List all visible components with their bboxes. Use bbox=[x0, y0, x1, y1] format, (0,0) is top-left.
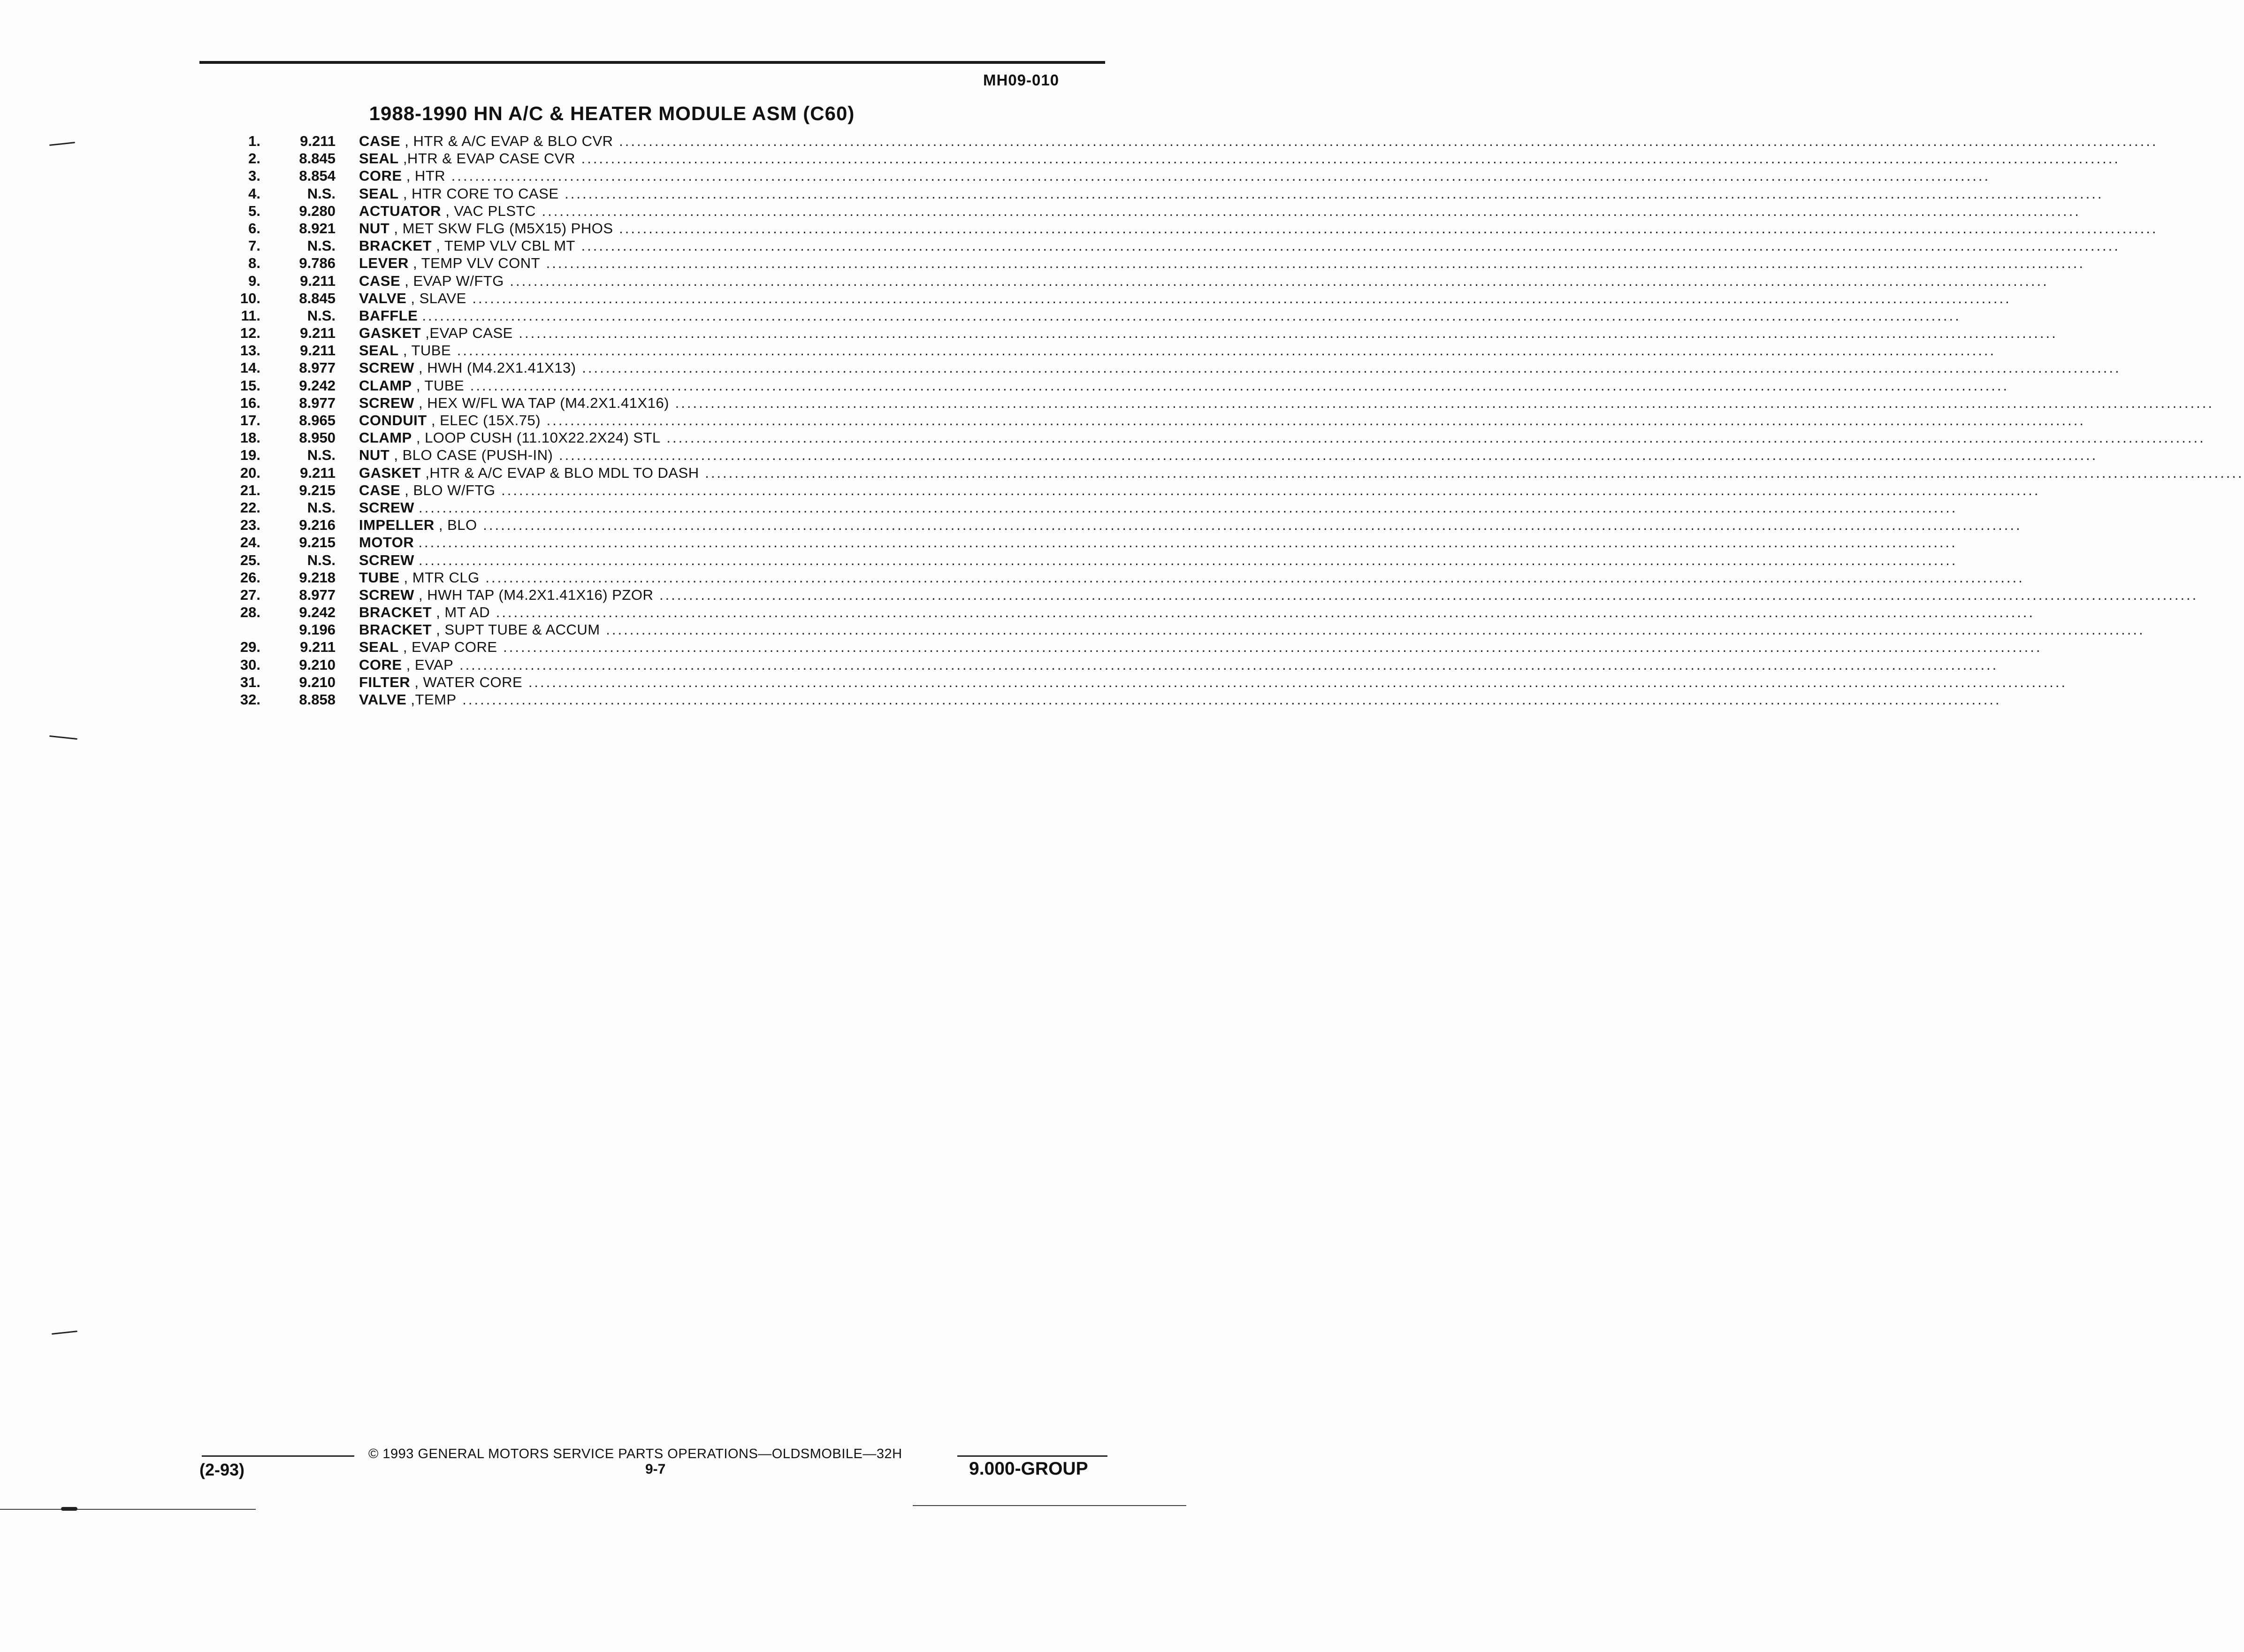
group-label: 9.000-GROUP bbox=[969, 1459, 1088, 1479]
part-name: IMPELLER bbox=[359, 517, 435, 534]
dot-leader: .................................................................................................................................................................................................................................................................... bbox=[504, 272, 2049, 289]
part-name: CASE bbox=[359, 272, 401, 289]
part-description bbox=[359, 464, 2244, 482]
dot-leader: .................................................................................................................................................................................................................................................................... bbox=[613, 220, 2158, 237]
ref-number: 18. bbox=[240, 429, 260, 446]
binder-hole-mark bbox=[49, 735, 77, 740]
part-name: SCREW bbox=[359, 551, 414, 568]
page-id: MH09-010 bbox=[983, 71, 1060, 89]
part-description bbox=[359, 150, 2120, 167]
part-detail: , HWH TAP (M4.2X1.41X16) PZOR bbox=[419, 586, 654, 603]
group-number: 8.977 bbox=[299, 586, 336, 603]
dot-leader: .................................................................................................................................................................................................................................................................... bbox=[540, 255, 2085, 272]
group-number: 9.216 bbox=[299, 517, 336, 534]
part-name: NUT bbox=[359, 220, 390, 237]
ref-number: 16. bbox=[240, 394, 260, 411]
part-description bbox=[359, 202, 2081, 220]
part-name: BRACKET bbox=[359, 621, 432, 638]
parts-list-row bbox=[216, 446, 2098, 464]
page-title: 1988-1990 HN A/C & HEATER MODULE ASM (C60) bbox=[369, 102, 855, 124]
parts-list-row bbox=[216, 272, 2049, 290]
part-detail: , EVAP CORE bbox=[403, 639, 497, 656]
part-name: GASKET bbox=[359, 325, 421, 342]
dot-leader: .................................................................................................................................................................................................................................................................... bbox=[535, 202, 2081, 219]
part-name: SEAL bbox=[359, 150, 399, 167]
group-number: 9.242 bbox=[299, 604, 336, 621]
ref-number: 7. bbox=[248, 237, 260, 254]
group-number: 8.858 bbox=[299, 691, 336, 708]
part-detail: , TUBE bbox=[416, 377, 465, 394]
group-number: 9.211 bbox=[300, 325, 336, 342]
part-description bbox=[359, 394, 2214, 412]
part-description bbox=[359, 499, 1958, 516]
group-number: 8.950 bbox=[299, 429, 336, 446]
part-name: GASKET bbox=[359, 464, 421, 481]
parts-list-row bbox=[216, 167, 1991, 184]
parts-list-row bbox=[216, 569, 2024, 586]
part-detail: , MET SKW FLG (M5X15) PHOS bbox=[394, 220, 613, 237]
ref-number: 28. bbox=[240, 604, 260, 621]
dot-leader: .................................................................................................................................................................................................................................................................... bbox=[653, 586, 2198, 603]
bottom-edge-line bbox=[913, 1505, 1186, 1506]
group-number: 8.845 bbox=[299, 150, 336, 167]
ref-number: 19. bbox=[240, 447, 260, 464]
group-number: 9.211 bbox=[300, 342, 336, 359]
group-number: 9.786 bbox=[299, 255, 336, 272]
dot-leader: .................................................................................................................................................................................................................................................................... bbox=[497, 639, 2042, 656]
parts-list-row bbox=[216, 359, 2121, 376]
ref-number: 26. bbox=[240, 569, 260, 586]
ref-number: 27. bbox=[240, 586, 260, 603]
ref-number: 17. bbox=[240, 412, 260, 428]
dot-leader: .................................................................................................................................................................................................................................................................... bbox=[660, 429, 2206, 446]
ref-number: 9. bbox=[248, 272, 260, 289]
parts-list-row bbox=[216, 621, 2145, 638]
part-description bbox=[359, 167, 1991, 184]
parts-list-row bbox=[216, 673, 2068, 691]
part-detail: ,HTR & EVAP CASE CVR bbox=[403, 150, 575, 167]
bottom-edge-mark bbox=[61, 1507, 77, 1511]
ref-number: 14. bbox=[240, 359, 260, 376]
part-name: SEAL bbox=[359, 342, 399, 359]
dot-leader: .................................................................................................................................................................................................................................................................... bbox=[512, 325, 2058, 342]
part-description bbox=[359, 377, 2009, 394]
part-detail: , ELEC (15X.75) bbox=[431, 412, 541, 428]
group-number: 9.211 bbox=[300, 272, 336, 289]
part-detail: , VAC PLSTC bbox=[445, 202, 536, 219]
part-name: ACTUATOR bbox=[359, 202, 442, 219]
parts-list-row bbox=[216, 290, 2011, 307]
parts-list-row bbox=[216, 516, 2022, 534]
part-description bbox=[359, 656, 1999, 673]
dot-leader: .................................................................................................................................................................................................................................................................... bbox=[669, 394, 2214, 411]
dot-leader: .................................................................................................................................................................................................................................................................... bbox=[419, 499, 1958, 516]
part-description bbox=[359, 446, 2098, 464]
part-detail: , WATER CORE bbox=[414, 673, 523, 690]
group-number: 9.215 bbox=[299, 534, 336, 551]
group-number: 9.210 bbox=[299, 656, 336, 673]
ref-number: 24. bbox=[240, 534, 260, 551]
part-detail: , TUBE bbox=[403, 342, 451, 359]
parts-list-row bbox=[216, 638, 2042, 656]
dot-leader: .................................................................................................................................................................................................................................................................... bbox=[464, 377, 2009, 394]
part-detail: , TEMP VLV CONT bbox=[412, 255, 541, 272]
binder-hole-mark bbox=[49, 142, 75, 146]
part-detail: , MTR CLG bbox=[404, 569, 480, 586]
parts-list-row bbox=[216, 150, 2120, 167]
part-description bbox=[359, 132, 2158, 150]
part-detail: , EVAP bbox=[406, 656, 454, 673]
dot-leader: .................................................................................................................................................................................................................................................................... bbox=[522, 673, 2068, 690]
part-detail: , HEX W/FL WA TAP (M4.2X1.41X16) bbox=[419, 394, 670, 411]
dot-leader: .................................................................................................................................................................................................................................................................... bbox=[558, 185, 2104, 202]
part-description bbox=[359, 516, 2022, 534]
dot-leader: .................................................................................................................................................................................................................................................................... bbox=[445, 168, 1991, 184]
parts-list-row bbox=[216, 482, 2040, 499]
part-description bbox=[359, 220, 2158, 237]
ref-number: 15. bbox=[240, 377, 260, 394]
ref-number: 4. bbox=[248, 185, 260, 202]
part-name: MOTOR bbox=[359, 534, 414, 551]
ref-number: 22. bbox=[240, 499, 260, 516]
dot-leader: .................................................................................................................................................................................................................................................................... bbox=[495, 482, 2040, 498]
part-detail: , HTR CORE TO CASE bbox=[403, 185, 559, 202]
dot-leader: .................................................................................................................................................................................................................................................................... bbox=[613, 133, 2158, 149]
part-description bbox=[359, 691, 2001, 708]
part-description bbox=[359, 429, 2206, 446]
group-number: N.S. bbox=[307, 499, 336, 516]
part-detail: , HTR bbox=[406, 168, 446, 184]
group-number: N.S. bbox=[307, 307, 336, 324]
part-name: CLAMP bbox=[359, 377, 412, 394]
part-description bbox=[359, 638, 2042, 656]
dot-leader: .................................................................................................................................................................................................................................................................... bbox=[553, 447, 2098, 464]
part-name: SCREW bbox=[359, 394, 414, 411]
ref-number: 1. bbox=[248, 133, 260, 149]
dot-leader: .................................................................................................................................................................................................................................................................... bbox=[422, 307, 1961, 324]
header-rule bbox=[199, 61, 1105, 64]
ref-number: 12. bbox=[240, 325, 260, 342]
dot-leader: .................................................................................................................................................................................................................................................................... bbox=[490, 604, 2035, 621]
part-name: CASE bbox=[359, 133, 401, 149]
footer-rule-right bbox=[957, 1455, 1107, 1457]
group-number: 9.211 bbox=[300, 464, 336, 481]
part-detail: ,EVAP CASE bbox=[425, 325, 513, 342]
group-number: 9.196 bbox=[299, 621, 336, 638]
group-number: N.S. bbox=[307, 551, 336, 568]
parts-list-row bbox=[216, 412, 2086, 429]
part-name: CONDUIT bbox=[359, 412, 427, 428]
dot-leader: .................................................................................................................................................................................................................................................................... bbox=[575, 150, 2120, 167]
ref-number: 6. bbox=[248, 220, 260, 237]
parts-list bbox=[216, 132, 2244, 708]
binder-hole-mark bbox=[52, 1331, 77, 1335]
date-code: (2-93) bbox=[199, 1460, 245, 1479]
part-name: VALVE bbox=[359, 691, 407, 708]
parts-list-row bbox=[216, 202, 2081, 220]
group-number: 8.854 bbox=[299, 168, 336, 184]
part-detail: , HTR & A/C EVAP & BLO CVR bbox=[405, 133, 613, 149]
group-number: 9.215 bbox=[299, 482, 336, 498]
part-detail: , SUPT TUBE & ACCUM bbox=[436, 621, 600, 638]
parts-list-row bbox=[216, 237, 2120, 254]
group-number: 8.977 bbox=[299, 359, 336, 376]
part-detail: , MT AD bbox=[436, 604, 490, 621]
group-number: 8.965 bbox=[299, 412, 336, 428]
part-detail: , EVAP W/FTG bbox=[405, 272, 504, 289]
part-description bbox=[359, 673, 2068, 691]
dot-leader: .................................................................................................................................................................................................................................................................... bbox=[479, 569, 2024, 586]
dot-leader: .................................................................................................................................................................................................................................................................... bbox=[541, 412, 2086, 428]
part-name: SEAL bbox=[359, 639, 399, 656]
part-description bbox=[359, 237, 2120, 254]
part-name: CLAMP bbox=[359, 429, 412, 446]
part-detail: , SLAVE bbox=[411, 290, 466, 306]
group-number: 9.218 bbox=[299, 569, 336, 586]
group-number: N.S. bbox=[307, 447, 336, 464]
dot-leader: .................................................................................................................................................................................................................................................................... bbox=[453, 656, 1999, 673]
page-number: 9-7 bbox=[645, 1461, 666, 1477]
part-detail: , HWH (M4.2X1.41X13) bbox=[419, 359, 576, 376]
part-description bbox=[359, 621, 2145, 638]
parts-list-row bbox=[216, 464, 2244, 482]
part-description bbox=[359, 586, 2198, 604]
ref-number: 10. bbox=[240, 290, 260, 306]
group-number: 9.242 bbox=[299, 377, 336, 394]
ref-number: 20. bbox=[240, 464, 260, 481]
parts-list-row bbox=[216, 586, 2198, 604]
part-name: BRACKET bbox=[359, 604, 432, 621]
parts-list-row bbox=[216, 254, 2085, 272]
ref-number: 30. bbox=[240, 656, 260, 673]
dot-leader: .................................................................................................................................................................................................................................................................... bbox=[575, 237, 2120, 254]
dot-leader: .................................................................................................................................................................................................................................................................... bbox=[418, 534, 1957, 551]
parts-list-row bbox=[216, 377, 2009, 394]
dot-leader: .................................................................................................................................................................................................................................................................... bbox=[699, 464, 2244, 481]
ref-number: 21. bbox=[240, 482, 260, 498]
part-description bbox=[359, 307, 1961, 324]
part-description bbox=[359, 482, 2040, 499]
group-number: 8.845 bbox=[299, 290, 336, 306]
parts-list-row bbox=[216, 604, 2035, 621]
bottom-edge-line bbox=[0, 1509, 256, 1510]
group-number: 8.921 bbox=[299, 220, 336, 237]
part-name: SEAL bbox=[359, 185, 399, 202]
parts-list-row bbox=[216, 220, 2158, 237]
ref-number: 23. bbox=[240, 517, 260, 534]
part-name: CASE bbox=[359, 482, 401, 498]
dot-leader: .................................................................................................................................................................................................................................................................... bbox=[419, 551, 1958, 568]
group-number: 9.211 bbox=[300, 133, 336, 149]
parts-list-row bbox=[216, 307, 1961, 324]
group-number: 8.977 bbox=[299, 394, 336, 411]
ref-number: 31. bbox=[240, 673, 260, 690]
dot-leader: .................................................................................................................................................................................................................................................................... bbox=[576, 359, 2121, 376]
group-number: N.S. bbox=[307, 185, 336, 202]
dot-leader: .................................................................................................................................................................................................................................................................... bbox=[477, 517, 2022, 534]
copyright-notice: © 1993 GENERAL MOTORS SERVICE PARTS OPERATIONS—OLDSMOBILE—32H bbox=[368, 1446, 902, 1461]
parts-list-row bbox=[216, 429, 2206, 446]
ref-number: 5. bbox=[248, 202, 260, 219]
part-name: NUT bbox=[359, 447, 390, 464]
part-name: BAFFLE bbox=[359, 307, 418, 324]
ref-number: 25. bbox=[240, 551, 260, 568]
part-description bbox=[359, 254, 2085, 272]
ref-number: 32. bbox=[240, 691, 260, 708]
ref-number: 2. bbox=[248, 150, 260, 167]
part-name: SCREW bbox=[359, 499, 414, 516]
group-number: 9.211 bbox=[300, 639, 336, 656]
part-detail: , BLO W/FTG bbox=[405, 482, 496, 498]
part-description bbox=[359, 569, 2024, 586]
parts-list-row bbox=[216, 656, 1999, 673]
part-description bbox=[359, 551, 1958, 569]
group-number: N.S. bbox=[307, 237, 336, 254]
group-number: 9.280 bbox=[299, 202, 336, 219]
part-name: LEVER bbox=[359, 255, 409, 272]
parts-list-row bbox=[216, 185, 2104, 202]
ref-number: 8. bbox=[248, 255, 260, 272]
dot-leader: .................................................................................................................................................................................................................................................................... bbox=[466, 290, 2011, 306]
parts-list-row bbox=[216, 324, 2058, 342]
parts-list-row bbox=[216, 551, 1958, 569]
part-description bbox=[359, 272, 2049, 290]
part-description bbox=[359, 324, 2058, 342]
parts-list-row bbox=[216, 534, 1957, 551]
part-description bbox=[359, 412, 2086, 429]
dot-leader: .................................................................................................................................................................................................................................................................... bbox=[451, 342, 1996, 359]
part-detail: , BLO bbox=[438, 517, 477, 534]
part-description bbox=[359, 359, 2121, 376]
ref-number: 13. bbox=[240, 342, 260, 359]
part-detail: , TEMP VLV CBL MT bbox=[436, 237, 575, 254]
part-detail: ,TEMP bbox=[411, 691, 457, 708]
part-name: SCREW bbox=[359, 359, 414, 376]
parts-list-row bbox=[216, 132, 2158, 150]
ref-number: 29. bbox=[240, 639, 260, 656]
parts-list-row bbox=[216, 499, 1958, 516]
part-name: BRACKET bbox=[359, 237, 432, 254]
parts-list-row bbox=[216, 342, 1996, 359]
part-detail: ,HTR & A/C EVAP & BLO MDL TO DASH bbox=[425, 464, 699, 481]
part-name: TUBE bbox=[359, 569, 400, 586]
part-name: SCREW bbox=[359, 586, 414, 603]
part-description bbox=[359, 534, 1957, 551]
part-name: CORE bbox=[359, 656, 402, 673]
group-number: 9.210 bbox=[299, 673, 336, 690]
part-description bbox=[359, 342, 1996, 359]
part-description bbox=[359, 604, 2035, 621]
ref-number: 11. bbox=[241, 307, 260, 324]
dot-leader: .................................................................................................................................................................................................................................................................... bbox=[600, 621, 2145, 638]
part-name: CORE bbox=[359, 168, 402, 184]
part-name: FILTER bbox=[359, 673, 411, 690]
parts-list-row bbox=[216, 691, 2001, 708]
part-description bbox=[359, 290, 2011, 307]
dot-leader: .................................................................................................................................................................................................................................................................... bbox=[456, 691, 2001, 708]
parts-list-row bbox=[216, 394, 2214, 412]
part-detail: , BLO CASE (PUSH-IN) bbox=[394, 447, 553, 464]
ref-number: 3. bbox=[248, 168, 260, 184]
part-name: VALVE bbox=[359, 290, 407, 306]
part-description bbox=[359, 185, 2104, 202]
footer-rule-left bbox=[202, 1455, 354, 1457]
part-detail: , LOOP CUSH (11.10X22.2X24) STL bbox=[416, 429, 661, 446]
